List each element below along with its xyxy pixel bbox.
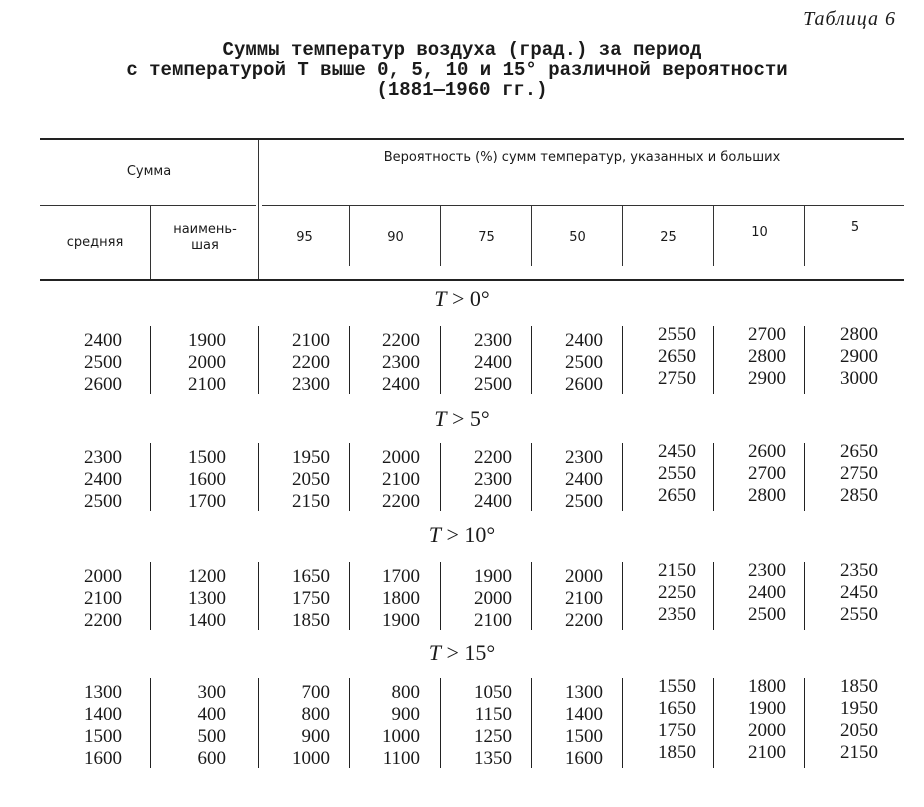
section-1-column-3 <box>340 447 420 513</box>
table-cell: 2200 <box>292 352 330 373</box>
table-cell: 2400 <box>474 491 512 512</box>
table-cell: 2100 <box>292 330 330 351</box>
table-cell: 2100 <box>84 588 122 609</box>
table-cell: 2650 <box>658 485 696 506</box>
section-title-threshold: 0° <box>469 286 490 311</box>
column-separator <box>349 678 350 768</box>
table-cell: 2100 <box>474 610 512 631</box>
table-cell: 1550 <box>658 676 696 697</box>
header-top-rule <box>40 138 904 140</box>
table-cell: 2550 <box>658 324 696 345</box>
header-divider-5 <box>622 206 623 266</box>
table-cell: 300 <box>197 682 226 703</box>
column-separator <box>349 326 350 394</box>
table-cell: 2300 <box>474 469 512 490</box>
section-1-column-6 <box>616 441 696 507</box>
table-cell: 1600 <box>84 748 122 769</box>
section-1-column-1 <box>146 447 226 513</box>
header-divider-6 <box>713 206 714 266</box>
section-0-column-2 <box>250 330 330 396</box>
section-3-column-0 <box>42 682 122 770</box>
table-cell: 800 <box>391 682 420 703</box>
column-separator <box>150 326 151 394</box>
table-cell: 400 <box>197 704 226 725</box>
sum-subheader-rule <box>40 205 256 206</box>
table-cell: 1400 <box>84 704 122 725</box>
header-bottom-rule <box>40 279 904 281</box>
table-cell: 2750 <box>840 463 878 484</box>
section-1-column-4 <box>432 447 512 513</box>
column-separator <box>531 562 532 630</box>
table-cell: 2300 <box>748 560 786 581</box>
table-cell: 2550 <box>840 604 878 625</box>
column-separator <box>804 678 805 768</box>
table-cell: 1900 <box>188 330 226 351</box>
section-1-column-0 <box>42 447 122 513</box>
table-cell: 2700 <box>748 324 786 345</box>
section-3-column-7 <box>706 676 786 764</box>
title-line-3: (1881—1960 гг.) <box>376 79 548 101</box>
section-2-column-5 <box>523 566 603 632</box>
column-separator <box>531 678 532 768</box>
section-title-threshold: 10° <box>464 522 496 547</box>
table-cell: 2500 <box>565 352 603 373</box>
section-2-column-3 <box>340 566 420 632</box>
table-cell: 2150 <box>292 491 330 512</box>
column-separator <box>713 326 714 394</box>
column-separator <box>349 562 350 630</box>
table-cell: 1900 <box>382 610 420 631</box>
section-2-column-7 <box>706 560 786 626</box>
section-title-variable: T <box>428 522 441 547</box>
table-cell: 2000 <box>84 566 122 587</box>
column-separator <box>622 562 623 630</box>
table-cell: 900 <box>301 726 330 747</box>
column-separator <box>150 443 151 511</box>
table-cell: 2650 <box>840 441 878 462</box>
table-cell: 1200 <box>188 566 226 587</box>
section-1-column-5 <box>523 447 603 513</box>
table-cell: 1300 <box>84 682 122 703</box>
table-cell: 2300 <box>382 352 420 373</box>
table-cell: 2800 <box>748 485 786 506</box>
table-cell: 1900 <box>474 566 512 587</box>
table-cell: 1300 <box>565 682 603 703</box>
section-2-column-6 <box>616 560 696 626</box>
section-title-threshold: 5° <box>469 406 490 431</box>
table-cell: 2200 <box>474 447 512 468</box>
section-title-variable: T <box>434 406 447 431</box>
table-cell: 3000 <box>840 368 878 389</box>
table-cell: 1000 <box>382 726 420 747</box>
table-cell: 2500 <box>84 352 122 373</box>
table-cell: 2600 <box>84 374 122 395</box>
section-2-column-2 <box>250 566 330 632</box>
column-separator <box>804 326 805 394</box>
table-cell: 1500 <box>84 726 122 747</box>
table-cell: 2800 <box>748 346 786 367</box>
table-cell: 1600 <box>565 748 603 769</box>
column-separator <box>713 678 714 768</box>
section-3-column-5 <box>523 682 603 770</box>
table-cell: 2700 <box>748 463 786 484</box>
title-line-2: с температурой T выше 0, 5, 10 и 15° различной вероятности <box>126 59 788 81</box>
table-cell: 2300 <box>84 447 122 468</box>
title-line-1: Суммы температур воздуха (град.) за период <box>222 39 702 61</box>
table-cell: 500 <box>197 726 226 747</box>
header-divider-2 <box>349 206 350 266</box>
table-cell: 1750 <box>292 588 330 609</box>
section-0-column-3 <box>340 330 420 396</box>
section-3-column-6 <box>616 676 696 764</box>
table-cell: 2900 <box>840 346 878 367</box>
table-cell: 1500 <box>188 447 226 468</box>
section-3-column-4 <box>432 682 512 770</box>
table-cell: 2750 <box>658 368 696 389</box>
table-title <box>0 40 924 100</box>
header-divider-3 <box>440 206 441 266</box>
table-cell: 1900 <box>748 698 786 719</box>
section-2-column-4 <box>432 566 512 632</box>
column-separator <box>622 326 623 394</box>
column-separator <box>349 443 350 511</box>
table-cell: 1150 <box>474 704 512 725</box>
section-3-column-8 <box>798 676 878 764</box>
section-title-variable: T <box>434 286 447 311</box>
column-separator <box>258 326 259 394</box>
table-cell: 2350 <box>658 604 696 625</box>
column-separator <box>258 562 259 630</box>
table-cell: 1250 <box>474 726 512 747</box>
table-cell: 1600 <box>188 469 226 490</box>
section-0-column-8 <box>798 324 878 390</box>
table-cell: 2200 <box>565 610 603 631</box>
greater-than-sign: > <box>446 406 470 431</box>
table-cell: 1700 <box>188 491 226 512</box>
column-separator <box>804 443 805 511</box>
header-min-line2: шая <box>191 238 219 253</box>
section-title-0 <box>0 286 924 312</box>
section-title-threshold: 15° <box>464 640 496 665</box>
column-separator <box>258 443 259 511</box>
column-separator <box>622 678 623 768</box>
table-cell: 2500 <box>565 491 603 512</box>
column-separator <box>804 562 805 630</box>
column-separator <box>440 326 441 394</box>
table-cell: 700 <box>301 682 330 703</box>
table-cell: 2450 <box>658 441 696 462</box>
header-prob-75: 75 <box>478 230 495 245</box>
greater-than-sign: > <box>441 640 465 665</box>
section-0-column-5 <box>523 330 603 396</box>
table-cell: 2400 <box>748 582 786 603</box>
table-cell: 2300 <box>565 447 603 468</box>
table-cell: 2250 <box>658 582 696 603</box>
table-cell: 2100 <box>188 374 226 395</box>
table-cell: 2400 <box>84 330 122 351</box>
column-separator <box>440 443 441 511</box>
table-cell: 2600 <box>565 374 603 395</box>
column-separator <box>440 678 441 768</box>
section-title-3 <box>0 640 924 666</box>
table-cell: 2800 <box>840 324 878 345</box>
header-probability: Вероятность (%) сумм температур, указанных и больших <box>383 150 781 165</box>
table-cell: 1650 <box>292 566 330 587</box>
section-3-column-3 <box>340 682 420 770</box>
header-group-divider <box>258 140 259 279</box>
section-title-variable: T <box>428 640 441 665</box>
table-cell: 2150 <box>658 560 696 581</box>
table-cell: 2500 <box>474 374 512 395</box>
table-cell: 2600 <box>748 441 786 462</box>
column-separator <box>440 562 441 630</box>
section-1-column-8 <box>798 441 878 507</box>
header-divider-4 <box>531 206 532 266</box>
header-prob-25: 25 <box>660 230 677 245</box>
section-3-column-2 <box>250 682 330 770</box>
column-separator <box>531 326 532 394</box>
table-cell: 2200 <box>84 610 122 631</box>
section-0-column-6 <box>616 324 696 390</box>
table-cell: 2400 <box>84 469 122 490</box>
greater-than-sign: > <box>441 522 465 547</box>
section-0-column-1 <box>146 330 226 396</box>
section-title-2 <box>0 522 924 548</box>
prob-subheader-rule <box>262 205 904 206</box>
column-separator <box>150 678 151 768</box>
section-2-column-0 <box>42 566 122 632</box>
table-cell: 2850 <box>840 485 878 506</box>
table-cell: 1800 <box>382 588 420 609</box>
table-cell: 900 <box>391 704 420 725</box>
table-cell: 1800 <box>748 676 786 697</box>
table-cell: 1850 <box>658 742 696 763</box>
header-prob-90: 90 <box>387 230 404 245</box>
table-cell: 2400 <box>565 469 603 490</box>
section-2-column-1 <box>146 566 226 632</box>
header-prob-5: 5 <box>850 220 860 235</box>
column-separator <box>713 562 714 630</box>
table-cell: 2100 <box>748 742 786 763</box>
column-separator <box>531 443 532 511</box>
column-separator <box>258 678 259 768</box>
table-cell: 2350 <box>840 560 878 581</box>
section-title-1 <box>0 406 924 432</box>
table-cell: 1750 <box>658 720 696 741</box>
column-separator <box>150 562 151 630</box>
table-cell: 1850 <box>840 676 878 697</box>
header-mean: средняя <box>66 235 124 250</box>
table-cell: 2400 <box>474 352 512 373</box>
table-cell: 1400 <box>565 704 603 725</box>
table-cell: 2100 <box>382 469 420 490</box>
table-cell: 2050 <box>292 469 330 490</box>
section-1-column-7 <box>706 441 786 507</box>
section-3-column-1 <box>146 682 226 770</box>
table-cell: 2900 <box>748 368 786 389</box>
header-sum: Сумма <box>126 164 172 179</box>
table-cell: 2400 <box>565 330 603 351</box>
table-cell: 1400 <box>188 610 226 631</box>
table-cell: 2000 <box>474 588 512 609</box>
table-number: Таблица 6 <box>803 8 896 30</box>
section-1-column-2 <box>250 447 330 513</box>
table-cell: 1350 <box>474 748 512 769</box>
table-cell: 2150 <box>840 742 878 763</box>
section-2-column-8 <box>798 560 878 626</box>
table-cell: 600 <box>197 748 226 769</box>
table-cell: 2100 <box>565 588 603 609</box>
header-min <box>152 222 258 254</box>
section-0-column-4 <box>432 330 512 396</box>
header-prob-95: 95 <box>296 230 313 245</box>
table-cell: 2000 <box>188 352 226 373</box>
table-cell: 2000 <box>565 566 603 587</box>
table-cell: 2050 <box>840 720 878 741</box>
table-cell: 800 <box>301 704 330 725</box>
section-0-column-0 <box>42 330 122 396</box>
table-cell: 2300 <box>474 330 512 351</box>
table-cell: 1000 <box>292 748 330 769</box>
table-cell: 2000 <box>382 447 420 468</box>
table-cell: 1300 <box>188 588 226 609</box>
table-cell: 2000 <box>748 720 786 741</box>
table-cell: 2200 <box>382 491 420 512</box>
table-cell: 2500 <box>748 604 786 625</box>
table-cell: 2300 <box>292 374 330 395</box>
column-separator <box>713 443 714 511</box>
table-cell: 2450 <box>840 582 878 603</box>
column-separator <box>622 443 623 511</box>
table-cell: 2500 <box>84 491 122 512</box>
header-divider-7 <box>804 206 805 266</box>
table-cell: 1850 <box>292 610 330 631</box>
table-cell: 1050 <box>474 682 512 703</box>
table-cell: 1650 <box>658 698 696 719</box>
header-min-line1: наимень- <box>173 222 237 237</box>
table-cell: 2550 <box>658 463 696 484</box>
table-cell: 2200 <box>382 330 420 351</box>
section-0-column-7 <box>706 324 786 390</box>
header-prob-10: 10 <box>751 225 768 240</box>
table-cell: 2650 <box>658 346 696 367</box>
table-cell: 1700 <box>382 566 420 587</box>
table-cell: 1500 <box>565 726 603 747</box>
table-cell: 1100 <box>382 748 420 769</box>
header-divider-1 <box>150 206 151 279</box>
header-prob-50: 50 <box>569 230 586 245</box>
greater-than-sign: > <box>446 286 470 311</box>
table-cell: 1950 <box>292 447 330 468</box>
table-cell: 1950 <box>840 698 878 719</box>
table-cell: 2400 <box>382 374 420 395</box>
